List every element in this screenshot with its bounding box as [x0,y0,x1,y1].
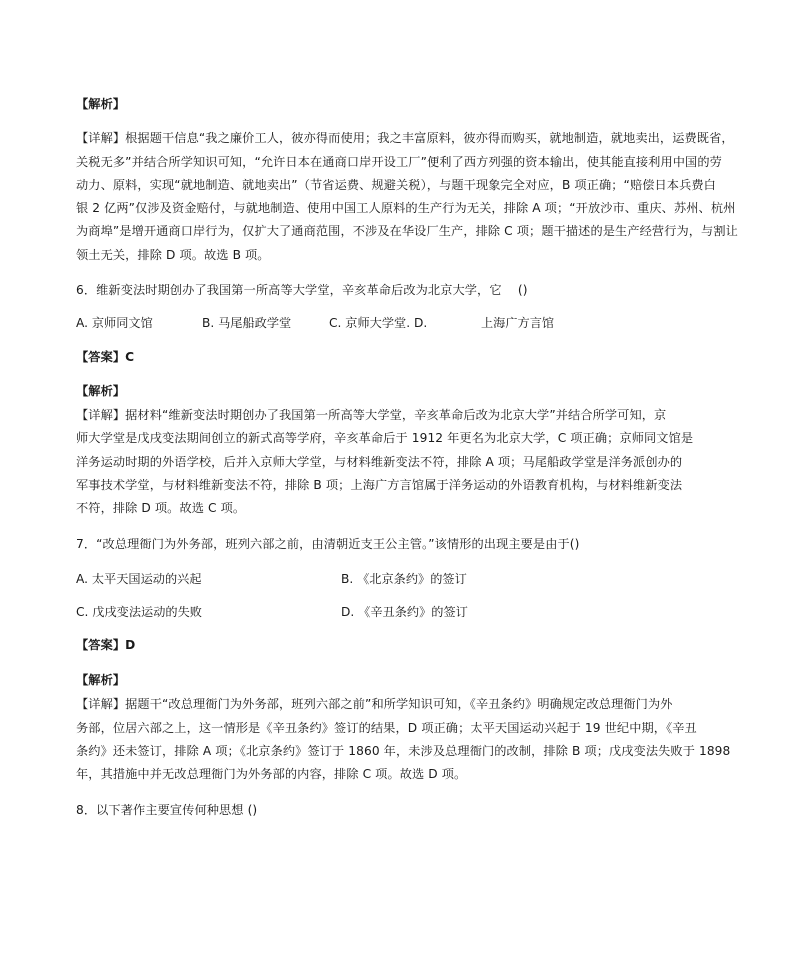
q7-option-c: C. 戊戌变法运动的失败 [76,605,202,619]
q6-stem: 6．维新变法时期创办了我国第一所高等大学堂，辛亥革命后改为北京大学，它 () [76,283,528,297]
q6-option-a: A. 京师同文馆 [76,316,153,330]
q5-detail-line-3: 动力、原料，实现“就地制造、就地卖出”（节省运费、规避关税），与题干现象完全对应，B 项正确；“赔偿日本兵费白 [76,178,716,192]
q7-detail-line-4: 年，其措施中并无改总理衙门为外务部的内容，排除 C 项。故选 D 项。 [76,767,467,781]
q6-detail-line-2: 师大学堂是戊戌变法期间创立的新式高等学府，辛亥革命后于 1912 年更名为北京大学，C 项正确；京师同文馆是 [76,431,694,445]
q6-detail-line-1: 【详解】据材料“维新变法时期创办了我国第一所高等大学堂，辛亥革命后改为北京大学”并结合所学可知，京 [76,408,667,422]
q6-detail-line-5: 不符，排除 D 项。故选 C 项。 [76,501,246,515]
q7-detail-line-3: 条约》还未签订，排除 A 项；《北京条约》签订于 1860 年，未涉及总理衙门的改制，排除 B 项；戊戌变法失败于 1898 [76,744,731,758]
q5-detail-line-6: 领土无关，排除 D 项。故选 B 项。 [76,248,270,262]
q6-analysis-heading: 【解析】 [76,384,126,398]
q7-analysis-heading: 【解析】 [76,673,126,687]
q6-detail-line-4: 军事技术学堂，与材料维新变法不符，排除 B 项；上海广方言馆属于洋务运动的外语教育机构，与材料维新变法 [76,478,683,492]
q7-option-d: D. 《辛丑条约》的签订 [341,605,468,619]
q5-analysis-heading: 【解析】 [76,97,126,111]
q6-answer: 【答案】C [76,350,135,364]
q5-detail-line-2: 关税无多”并结合所学知识可知，“允许日本在通商口岸开设工厂”便利了西方列强的资本输出，使其能直接利用中国的劳 [76,155,722,169]
q6-option-d: 上海广方言馆 [481,316,555,330]
q5-detail-line-5: 为商埠”是增开通商口岸行为，仅扩大了通商范围，不涉及在华设厂生产，排除 C 项；题干描述的是生产经营行为，与割让 [76,224,738,238]
q6-option-c: C. 京师大学堂. D. [329,316,428,330]
q6-option-b: B. 马尾船政学堂 [202,316,292,330]
q8-stem: 8．以下著作主要宣传何种思想 () [76,803,258,817]
q7-stem: 7．“改总理衙门为外务部，班列六部之前，由清朝近支王公主管。”该情形的出现主要是由于() [76,537,580,551]
q7-option-a: A. 太平天国运动的兴起 [76,572,202,586]
q5-detail-line-1: 【详解】根据题干信息“我之廉价工人，彼亦得而使用；我之丰富原料，彼亦得而购买，就地制造，就地卖出，运费既省， [76,131,734,145]
q7-answer: 【答案】D [76,638,136,652]
q6-detail-line-3: 洋务运动时期的外语学校，后并入京师大学堂，与材料维新变法不符，排除 A 项；马尾船政学堂是洋务派创办的 [76,455,683,469]
q7-option-b: B. 《北京条约》的签订 [341,572,467,586]
q7-detail-line-1: 【详解】据题干“改总理衙门为外务部，班列六部之前”和所学知识可知，《辛丑条约》明确规定改总理衙门为外 [76,697,673,711]
q5-detail-line-4: 银 2 亿两”仅涉及资金赔付，与就地制造、使用中国工人原料的生产行为无关，排除 A 项；“开放沙市、重庆、苏州、杭州 [76,201,736,215]
q7-detail-line-2: 务部，位居六部之上，这一情形是《辛丑条约》签订的结果，D 项正确；太平天国运动兴起于 19 世纪中期，《辛丑 [76,721,697,735]
